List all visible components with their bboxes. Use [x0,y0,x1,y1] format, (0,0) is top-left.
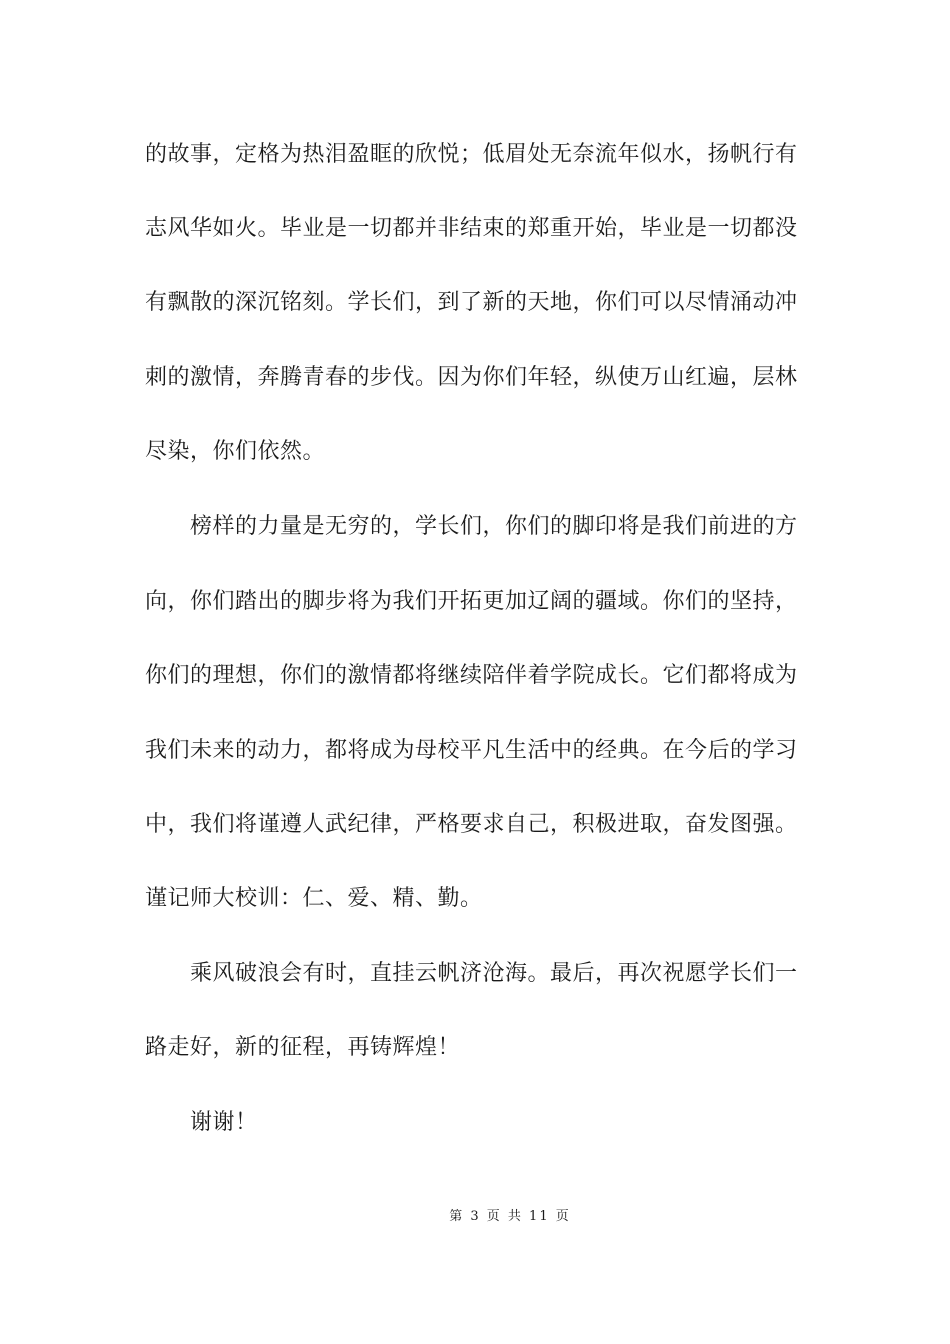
text-line: 榜样的力量是无穷的，学长们，你们的脚印将是我们前进的方 [190,514,798,539]
text-line: 尽染，你们依然。 [145,439,326,464]
text-line: 向，你们踏出的脚步将为我们开拓更加辽阔的疆域。你们的坚持， [145,589,798,614]
text-line: 谨记师大校训：仁、爱、精、勤。 [145,886,483,911]
page-number: 第 3 页 共 11 页 [449,1209,571,1224]
text-line: 乘风破浪会有时，直挂云帆济沧海。最后，再次祝愿学长们一 [190,961,798,986]
text-line: 中，我们将谨遵人武纪律，严格要求自己，积极进取，奋发图强。 [145,812,798,837]
text-line: 路走好，新的征程，再铸辉煌！ [145,1035,461,1060]
text-line: 志风华如火。毕业是一切都并非结束的郑重开始，毕业是一切都没 [145,216,798,241]
text-line: 你们的理想，你们的激情都将继续陪伴着学院成长。它们都将成为 [145,663,798,688]
text-line: 的故事，定格为热泪盈眶的欣悦；低眉处无奈流年似水，扬帆行有 [145,142,798,167]
text-line: 有飘散的深沉铭刻。学长们，到了新的天地，你们可以尽情涌动冲 [145,290,798,315]
text-line: 刺的激情，奔腾青春的步伐。因为你们年轻，纵使万山红遍，层林 [145,365,798,390]
text-line: 谢谢！ [190,1110,258,1135]
text-line: 我们未来的动力，都将成为母校平凡生活中的经典。在今后的学习 [145,738,798,763]
